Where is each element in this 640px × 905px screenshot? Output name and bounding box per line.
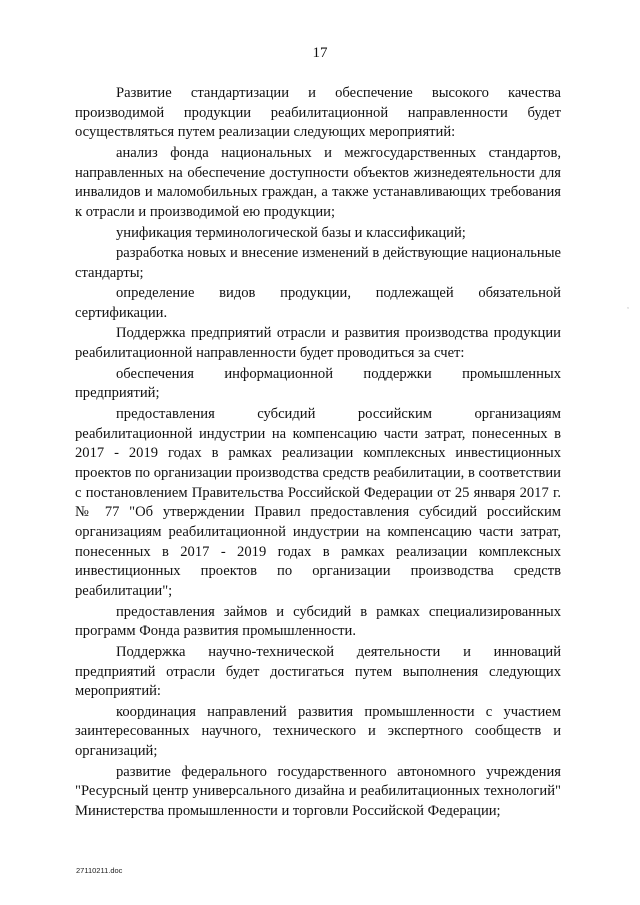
list-item-certification-products: определение видов продукции, подлежащей обязательной сертификации. [75, 285, 561, 321]
list-item-coordination: координация направлений развития промышленности с участием заинтересованных научного, технического и экспертного сообществ и организаций; [75, 703, 561, 760]
footer-document-code: 27110211.doc [76, 866, 123, 875]
page-number: 17 [312, 45, 328, 61]
margin-mark: , [627, 303, 629, 310]
paragraph-standardization-intro: Развитие стандартизации и обеспечение высокого качества производимой продукции реабилитационной направленности будет осуществляться путем реализации следующих мероприятий: [75, 85, 561, 141]
list-item-information-support: обеспечения информационной поддержки промышленных предприятий; [75, 365, 561, 402]
paragraph-innovation-support-intro: Поддержка научно-технической деятельности и инноваций предприятий отрасли будет достигаться путем выполнения следующих мероприятий: [75, 643, 561, 700]
list-item-subsidies-provision: предоставления субсидий российским организациям реабилитационной индустрии на компенсацию части затрат, понесенных в 2017 - 2019 годах в рамках реализации комплексных инвестиционных проектов по организации производства средств реабилитации, в соответствии с постановлением Правительства Российской Федерации от 25 января 2017 г. № 77 "Об утверждении Правил предоставления субсидий российским организациям реабилитационной индустрии на компенсацию части затрат, понесенных в 2017 - 2019 годах в рамках реализации комплексных инвестиционных проектов по организации производства средств реабилитации"; [75, 405, 561, 600]
paragraph-enterprise-support-intro: Поддержка предприятий отрасли и развития производства продукции реабилитационной направленности будет проводиться за счет: [75, 325, 561, 362]
list-item-standards-analysis: анализ фонда национальных и межгосударственных стандартов, направленных на обеспечение доступности объектов жизнедеятельности для инвалидов и маломобильных граждан, а также устанавливающих требования к отрасли и производимой ею продукции; [75, 144, 561, 221]
document-body [75, 84, 561, 822]
list-item-resource-center-development: развитие федерального государственного автономного учреждения "Ресурсный центр универсального дизайна и реабилитационных технологий" Министерства промышленности и торговли Российской Федерации; [75, 763, 561, 820]
list-item-standards-development: разработка новых и внесение изменений в действующие национальные стандарты; [75, 245, 561, 281]
list-item-loans-and-subsidies: предоставления займов и субсидий в рамках специализированных программ Фонда развития промышленности. [75, 603, 561, 640]
list-item-terminology-unification: унификация терминологической базы и классификаций; [116, 224, 466, 241]
